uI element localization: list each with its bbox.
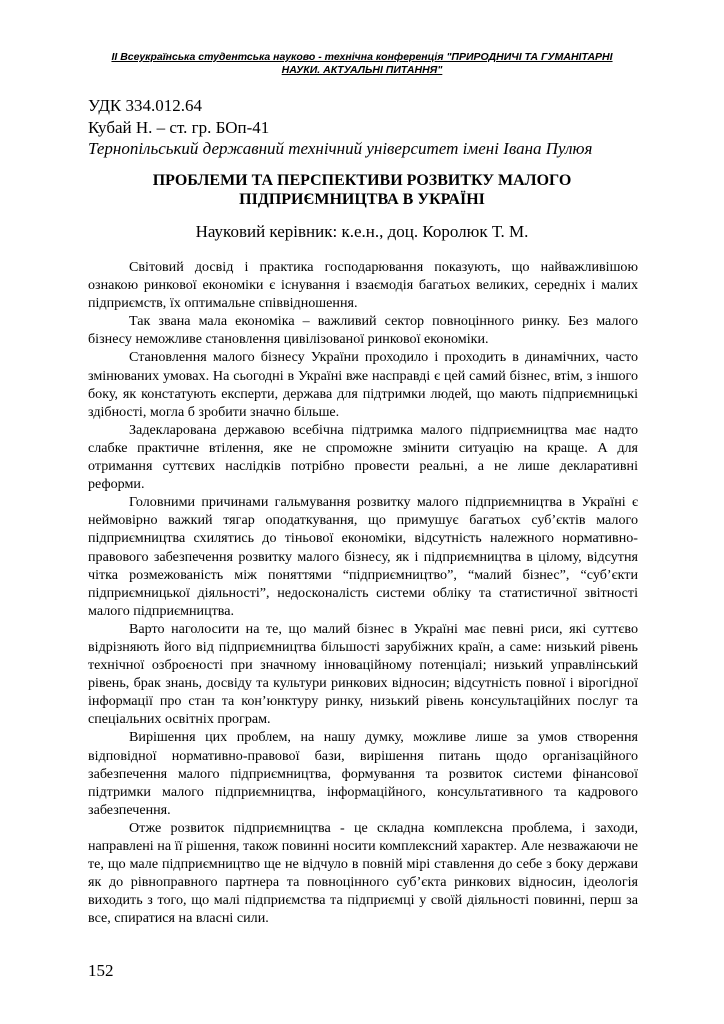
udk-code: УДК 334.012.64 bbox=[88, 96, 203, 115]
paper-body bbox=[88, 258, 638, 927]
body-paragraph: Становлення малого бізнесу України проходило і проходить в динамічних, часто змінюваних умовах. На сьогодні в Україні вже насправді є цей самий бізнес, втім, з іншого боку, як констатують експерти, держава для підтримки людей, що мають підприємницькі здібності, могла б зробити значно більше. bbox=[88, 349, 638, 420]
body-paragraph: Вирішення цих проблем, на нашу думку, можливе лише за умов створення відповідної нормативно-правової бази, вирішення питань щодо організаційного забезпечення малого підприємництва, формування та розвиток системи фінансової підтримки малого підприємництва, інформаційного, консультативного та кадрового забезпечення. bbox=[88, 729, 638, 818]
supervisor-line: Науковий керівник: к.е.н., доц. Королюк Т. М. bbox=[195, 222, 529, 241]
body-paragraph: Задекларована державою всебічна підтримка малого підприємництва має надто слабке практичне втілення, яке не спроможне змінити ситуацію на краще. А для отримання суттєвих наслідків потрібно провести реальні, а не лише декларативні реформи. bbox=[88, 421, 638, 493]
university-line: Тернопільський державний технічний університет імені Івана Пулюя bbox=[88, 139, 593, 158]
body-paragraph: Отже розвиток підприємництва - це складна комплексна проблема, і заходи, направлені на її рішення, також повинні носити комплексний характер. Але незважаючи не те, що мале підприємництво ще не відчуло в повній мірі ставлення до себе з боку держави як до рівноправного партнера та повноцінного суб’єкта ринкових відносин, ідеологія виходить з того, що малі підприємства та підприємці у своїй діяльності повинні, перш за все, спиратися на власні сили. bbox=[88, 819, 638, 927]
page-number: 152 bbox=[88, 961, 114, 980]
conference-header: II Всеукраїнська студентська науково - технічна конференція "ПРИРОДНИЧІ ТА ГУМАНІТАРНІ НАУКИ. АКТУАЛЬНІ ПИТАННЯ" bbox=[111, 51, 613, 76]
paper-title: ПРОБЛЕМИ ТА ПЕРСПЕКТИВИ РОЗВИТКУ МАЛОГО ПІДПРИЄМНИЦТВА В УКРАЇНІ bbox=[152, 172, 572, 208]
body-paragraph: Варто наголосити на те, що малий бізнес в Україні має певні риси, які суттєво відрізняють його від підприємництва більшості зарубіжних країн, а саме: низький рівень технічної озброєності при значному інноваційному потенціалі; низький управлінський рівень, брак знань, досвіду та культури ринкових відносин; відсутність повної і вірогідної інформації про стан та кон’юнктуру ринку, низький рівень консультаційних послуг та спеціальних освітніх програм. bbox=[88, 620, 638, 728]
body-paragraph: Так звана мала економіка – важливий сектор повноцінного ринку. Без малого бізнесу неможливе становлення цивілізованої ринкової економіки. bbox=[88, 313, 638, 348]
body-paragraph: Світовий досвід і практика господарювання показують, що найважливішою ознакою ринкової економіки є існування і взаємодія багатьох великих, середніх і малих підприємств, їх оптимальне співвідношення. bbox=[88, 259, 638, 312]
author-line: Кубай Н. – ст. гр. БОп-41 bbox=[88, 118, 270, 137]
body-paragraph: Головними причинами гальмування розвитку малого підприємництва в Україні є неймовірно важкий тягар оподаткування, що примушує багатьох суб’єктів малого підприємництва схилятись до тіньової економіки, відсутність належного нормативно-правового забезпечення розвитку малого бізнесу, як і підприємництва в цілому, відсутня чітка розмежованість між поняттями “підприємництво”, “малий бізнес”, “суб’єкти підприємницької діяльності”, недосконалість системи обліку та статистичної звітності малого підприємництва. bbox=[88, 494, 638, 619]
